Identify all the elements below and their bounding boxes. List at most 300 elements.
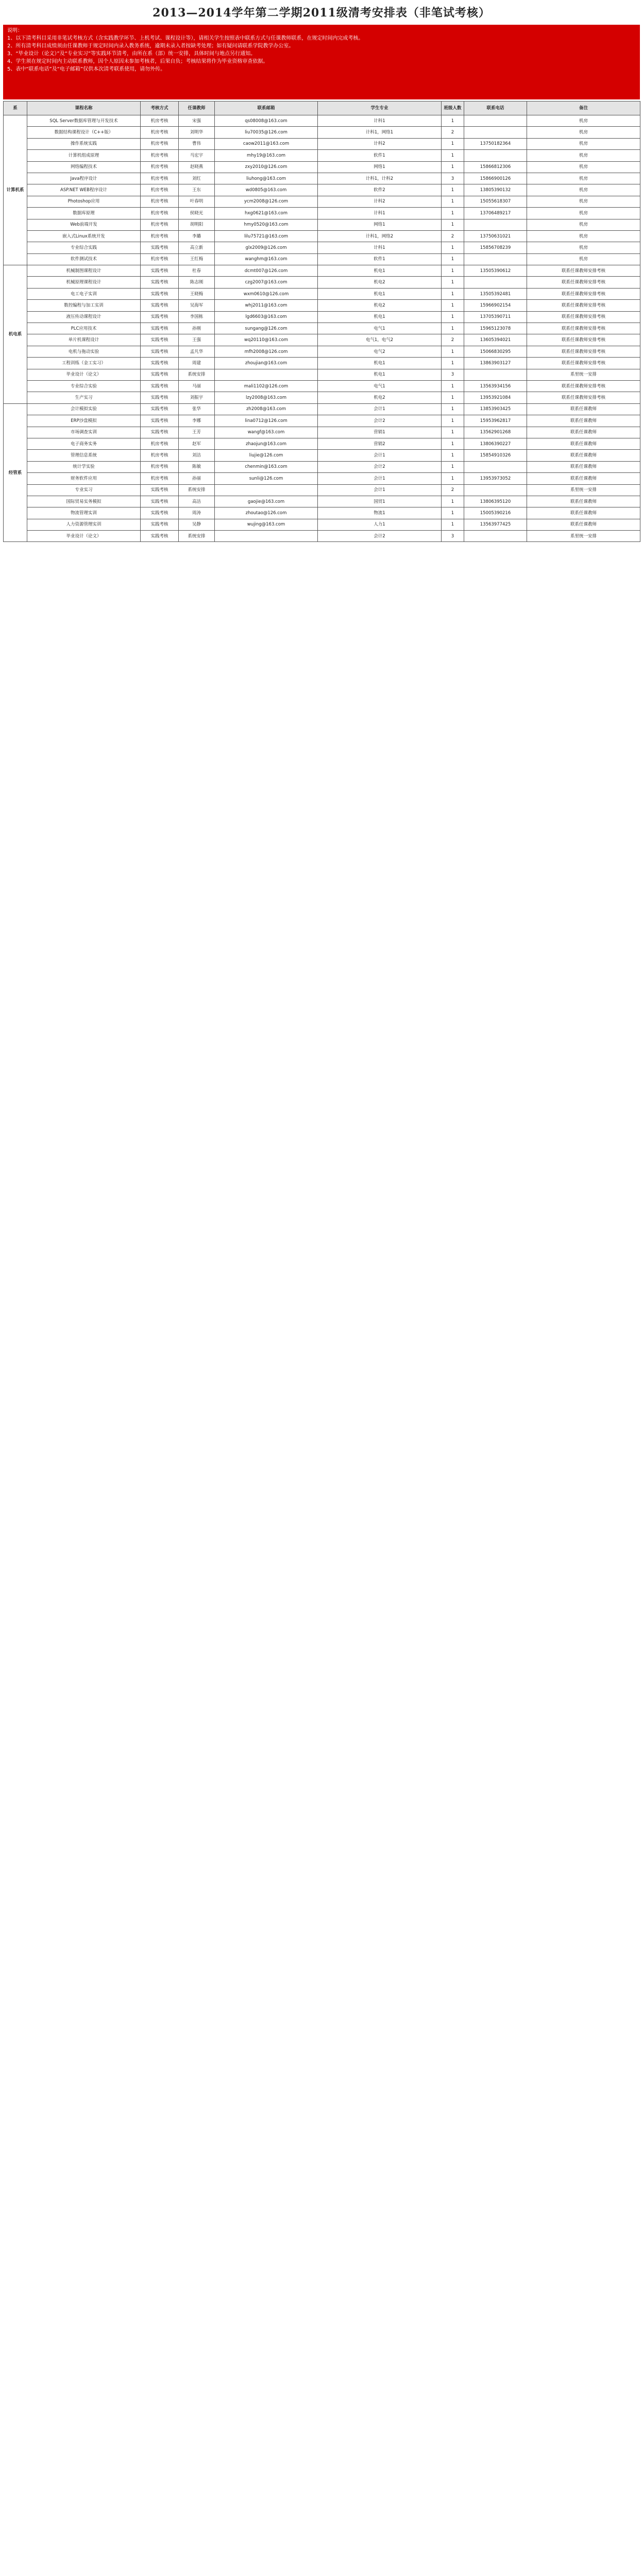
table-header-row bbox=[4, 101, 640, 115]
count-cell: 1 bbox=[442, 323, 464, 334]
phone-cell: 15953962817 bbox=[464, 415, 527, 427]
count-cell: 1 bbox=[442, 208, 464, 219]
table-row bbox=[4, 496, 640, 507]
method-cell: 实践考核 bbox=[141, 242, 179, 253]
method-cell: 机房考核 bbox=[141, 461, 179, 472]
major-cell: 会计2 bbox=[318, 415, 442, 427]
table-row bbox=[4, 150, 640, 161]
phone-cell: 13750182364 bbox=[464, 138, 527, 149]
method-cell: 实践考核 bbox=[141, 519, 179, 530]
dept-cell: 计算机系 bbox=[4, 115, 27, 265]
remark-cell: 联系任课教师 bbox=[527, 496, 640, 507]
course-cell: 毕业设计（论文） bbox=[27, 531, 141, 542]
email-cell: lgd6603@163.com bbox=[215, 311, 318, 323]
course-cell: 数控编程与加工实训 bbox=[27, 300, 141, 311]
major-cell: 计科1 bbox=[318, 208, 442, 219]
method-cell: 机房考核 bbox=[141, 115, 179, 127]
table-row bbox=[4, 265, 640, 277]
method-cell: 机房考核 bbox=[141, 438, 179, 449]
table-row bbox=[4, 450, 640, 461]
method-cell: 机房考核 bbox=[141, 184, 179, 196]
teacher-cell: 赵军 bbox=[179, 438, 215, 449]
remark-cell: 机房 bbox=[527, 208, 640, 219]
major-cell: 会计2 bbox=[318, 461, 442, 472]
phone-cell bbox=[464, 531, 527, 542]
notice-line: 2、所有清考科目成绩须由任课教师于规定时间内录入教务系统，逾期未录入者按缺考处理；如有疑问请联系学院教学办公室。 bbox=[7, 43, 294, 49]
phone-cell bbox=[464, 484, 527, 496]
remark-cell: 机房 bbox=[527, 253, 640, 265]
method-cell: 机房考核 bbox=[141, 219, 179, 230]
course-cell: 电工电子实训 bbox=[27, 288, 141, 299]
course-cell: 统计学实验 bbox=[27, 461, 141, 472]
major-cell: 计科2 bbox=[318, 138, 442, 149]
remark-cell: 联系任课教师 bbox=[527, 450, 640, 461]
teacher-cell: 赵晓燕 bbox=[179, 161, 215, 173]
table-row bbox=[4, 507, 640, 519]
major-cell: 营销2 bbox=[318, 438, 442, 449]
course-cell: 财务软件应用 bbox=[27, 473, 141, 484]
remark-cell: 联系任课教师安排考核 bbox=[527, 288, 640, 299]
course-cell: 软件测试技术 bbox=[27, 253, 141, 265]
count-cell: 1 bbox=[442, 392, 464, 403]
method-cell: 机房考核 bbox=[141, 208, 179, 219]
teacher-cell: 周建 bbox=[179, 358, 215, 369]
table-body bbox=[4, 115, 640, 542]
table-row bbox=[4, 253, 640, 265]
method-cell: 实践考核 bbox=[141, 369, 179, 380]
remark-cell: 机房 bbox=[527, 242, 640, 253]
phone-cell: 13605394021 bbox=[464, 334, 527, 346]
major-cell: 机电1 bbox=[318, 311, 442, 323]
phone-cell: 15966902154 bbox=[464, 300, 527, 311]
column-header: 系 bbox=[4, 101, 27, 115]
method-cell: 机房考核 bbox=[141, 450, 179, 461]
email-cell: lzy2008@163.com bbox=[215, 392, 318, 403]
count-cell: 1 bbox=[442, 242, 464, 253]
table-row bbox=[4, 300, 640, 311]
table-row bbox=[4, 196, 640, 207]
phone-cell: 13562901268 bbox=[464, 427, 527, 438]
phone-cell bbox=[464, 219, 527, 230]
notice-line: 1、以下清考科目采用非笔试考核方式（含实践教学环节、上机考试、课程设计等），请相关学生按照表中联系方式与任课教师联系，在规定时间内完成考核。 bbox=[7, 36, 364, 41]
teacher-cell: 刘振宇 bbox=[179, 392, 215, 403]
remark-cell: 联系任课教师安排考核 bbox=[527, 300, 640, 311]
email-cell: wangf@163.com bbox=[215, 427, 318, 438]
count-cell: 1 bbox=[442, 196, 464, 207]
table-row bbox=[4, 161, 640, 173]
column-header: 联系电话 bbox=[464, 101, 527, 115]
method-cell: 实践考核 bbox=[141, 346, 179, 357]
major-cell: 网络1 bbox=[318, 161, 442, 173]
remark-cell: 机房 bbox=[527, 150, 640, 161]
method-cell: 实践考核 bbox=[141, 311, 179, 323]
email-cell: zhoujian@163.com bbox=[215, 358, 318, 369]
count-cell: 1 bbox=[442, 277, 464, 288]
count-cell: 1 bbox=[442, 219, 464, 230]
course-cell: 操作系统实践 bbox=[27, 138, 141, 149]
table-row bbox=[4, 473, 640, 484]
count-cell: 1 bbox=[442, 380, 464, 392]
course-cell: 专业综合实践 bbox=[27, 242, 141, 253]
course-cell: 计算机组成原理 bbox=[27, 150, 141, 161]
course-cell: PLC应用技术 bbox=[27, 323, 141, 334]
table-row bbox=[4, 427, 640, 438]
table-row bbox=[4, 277, 640, 288]
count-cell: 2 bbox=[442, 127, 464, 138]
remark-cell: 机房 bbox=[527, 138, 640, 149]
method-cell: 实践考核 bbox=[141, 277, 179, 288]
email-cell: wanghm@163.com bbox=[215, 253, 318, 265]
dept-cell: 机电系 bbox=[4, 265, 27, 404]
method-cell: 实践考核 bbox=[141, 403, 179, 415]
major-cell: 会计1 bbox=[318, 403, 442, 415]
count-cell: 2 bbox=[442, 230, 464, 242]
email-cell: ycm2008@126.com bbox=[215, 196, 318, 207]
table-row bbox=[4, 531, 640, 542]
column-header: 任课教师 bbox=[179, 101, 215, 115]
count-cell: 3 bbox=[442, 369, 464, 380]
table-row bbox=[4, 219, 640, 230]
remark-cell: 联系任课教师 bbox=[527, 473, 640, 484]
teacher-cell: 张华 bbox=[179, 403, 215, 415]
remark-cell: 联系任课教师安排考核 bbox=[527, 311, 640, 323]
email-cell bbox=[215, 531, 318, 542]
table-row bbox=[4, 184, 640, 196]
notice-line: 说明： bbox=[7, 28, 23, 33]
notice-line: 4、学生须在规定时间内主动联系教师，因个人原因未参加考核者，后果自负；考核结果将作为毕业资格审查依据。 bbox=[7, 59, 268, 64]
count-cell: 2 bbox=[442, 334, 464, 346]
remark-cell: 机房 bbox=[527, 184, 640, 196]
remark-cell: 联系任课教师安排考核 bbox=[527, 334, 640, 346]
remark-cell: 联系任课教师 bbox=[527, 461, 640, 472]
email-cell: wxm0610@126.com bbox=[215, 288, 318, 299]
course-cell: 电机与拖动实验 bbox=[27, 346, 141, 357]
table-row bbox=[4, 242, 640, 253]
column-header: 班级人数 bbox=[442, 101, 464, 115]
major-cell: 会计1 bbox=[318, 484, 442, 496]
phone-cell: 13806395120 bbox=[464, 496, 527, 507]
teacher-cell: 王晓梅 bbox=[179, 288, 215, 299]
email-cell: sunli@126.com bbox=[215, 473, 318, 484]
remark-cell: 联系任课教师 bbox=[527, 415, 640, 427]
teacher-cell: 高立新 bbox=[179, 242, 215, 253]
course-cell: 机械制图课程设计 bbox=[27, 265, 141, 277]
count-cell: 1 bbox=[442, 161, 464, 173]
method-cell: 机房考核 bbox=[141, 196, 179, 207]
major-cell: 物流1 bbox=[318, 507, 442, 519]
course-cell: 机械原理课程设计 bbox=[27, 277, 141, 288]
table-row bbox=[4, 173, 640, 184]
remark-cell: 系里统一安排 bbox=[527, 531, 640, 542]
method-cell: 实践考核 bbox=[141, 427, 179, 438]
email-cell: gaojie@163.com bbox=[215, 496, 318, 507]
method-cell: 机房考核 bbox=[141, 161, 179, 173]
count-cell: 1 bbox=[442, 403, 464, 415]
phone-cell: 13863903127 bbox=[464, 358, 527, 369]
email-cell: zh2008@163.com bbox=[215, 403, 318, 415]
remark-cell: 机房 bbox=[527, 196, 640, 207]
course-cell: 电子商务实务 bbox=[27, 438, 141, 449]
major-cell: 会计1 bbox=[318, 473, 442, 484]
table-row bbox=[4, 346, 640, 357]
table-row bbox=[4, 208, 640, 219]
major-cell: 人力1 bbox=[318, 519, 442, 530]
table-row bbox=[4, 138, 640, 149]
phone-cell bbox=[464, 369, 527, 380]
notice-line: 5、表中“联系电话”及“电子邮箱”仅供本次清考联系使用，请勿外传。 bbox=[7, 66, 166, 72]
teacher-cell: 侯晓光 bbox=[179, 208, 215, 219]
remark-cell: 联系任课教师安排考核 bbox=[527, 323, 640, 334]
email-cell: zhaojun@163.com bbox=[215, 438, 318, 449]
count-cell: 1 bbox=[442, 507, 464, 519]
email-cell: czg2007@163.com bbox=[215, 277, 318, 288]
remark-cell: 机房 bbox=[527, 230, 640, 242]
teacher-cell: 王芳 bbox=[179, 427, 215, 438]
email-cell: caow2011@163.com bbox=[215, 138, 318, 149]
major-cell: 计科1，网络1 bbox=[318, 127, 442, 138]
email-cell: chenmin@163.com bbox=[215, 461, 318, 472]
phone-cell: 15856708239 bbox=[464, 242, 527, 253]
remark-cell: 联系任课教师 bbox=[527, 427, 640, 438]
email-cell: hmy0520@163.com bbox=[215, 219, 318, 230]
teacher-cell: 李国栋 bbox=[179, 311, 215, 323]
phone-cell: 13953921084 bbox=[464, 392, 527, 403]
email-cell: wq20110@163.com bbox=[215, 334, 318, 346]
remark-cell: 联系任课教师安排考核 bbox=[527, 358, 640, 369]
phone-cell: 13505392481 bbox=[464, 288, 527, 299]
method-cell: 实践考核 bbox=[141, 531, 179, 542]
method-cell: 实践考核 bbox=[141, 288, 179, 299]
dept-cell: 经管系 bbox=[4, 403, 27, 542]
major-cell: 软件1 bbox=[318, 253, 442, 265]
major-cell: 机电1 bbox=[318, 288, 442, 299]
teacher-cell: 马宏宇 bbox=[179, 150, 215, 161]
method-cell: 实践考核 bbox=[141, 392, 179, 403]
phone-cell: 15866900126 bbox=[464, 173, 527, 184]
remark-cell: 联系任课教师 bbox=[527, 519, 640, 530]
major-cell: 会计1 bbox=[318, 450, 442, 461]
method-cell: 实践考核 bbox=[141, 300, 179, 311]
table-row bbox=[4, 323, 640, 334]
remark-cell: 联系任课教师 bbox=[527, 403, 640, 415]
teacher-cell: 李璐 bbox=[179, 230, 215, 242]
major-cell: 计科1，网络2 bbox=[318, 230, 442, 242]
teacher-cell: 王红梅 bbox=[179, 253, 215, 265]
course-cell: ERP沙盘模拟 bbox=[27, 415, 141, 427]
count-cell: 3 bbox=[442, 173, 464, 184]
count-cell: 1 bbox=[442, 150, 464, 161]
remark-cell: 联系任课教师安排考核 bbox=[527, 380, 640, 392]
teacher-cell: 刘洁 bbox=[179, 450, 215, 461]
method-cell: 实践考核 bbox=[141, 265, 179, 277]
table-row bbox=[4, 230, 640, 242]
count-cell: 1 bbox=[442, 311, 464, 323]
major-cell: 机电1 bbox=[318, 265, 442, 277]
count-cell: 1 bbox=[442, 265, 464, 277]
phone-cell: 15055618307 bbox=[464, 196, 527, 207]
notice-box bbox=[3, 25, 640, 99]
table-row bbox=[4, 519, 640, 530]
course-cell: Web前端开发 bbox=[27, 219, 141, 230]
major-cell: 电气1，电气2 bbox=[318, 334, 442, 346]
page-title: 2013—2014学年第二学期2011级清考安排表（非笔试考核） bbox=[153, 6, 490, 20]
phone-cell: 13853903425 bbox=[464, 403, 527, 415]
course-cell: 嵌入式Linux系统开发 bbox=[27, 230, 141, 242]
count-cell: 2 bbox=[442, 484, 464, 496]
remark-cell: 系里统一安排 bbox=[527, 369, 640, 380]
table-row bbox=[4, 392, 640, 403]
course-cell: Photoshop应用 bbox=[27, 196, 141, 207]
teacher-cell: 胡明阳 bbox=[179, 219, 215, 230]
teacher-cell: 系统安排 bbox=[179, 484, 215, 496]
phone-cell: 15866812306 bbox=[464, 161, 527, 173]
table-row bbox=[4, 288, 640, 299]
teacher-cell: 宋强 bbox=[179, 115, 215, 127]
method-cell: 实践考核 bbox=[141, 507, 179, 519]
count-cell: 1 bbox=[442, 461, 464, 472]
remark-cell: 机房 bbox=[527, 173, 640, 184]
count-cell: 1 bbox=[442, 346, 464, 357]
phone-cell: 13563934156 bbox=[464, 380, 527, 392]
email-cell bbox=[215, 369, 318, 380]
remark-cell: 机房 bbox=[527, 219, 640, 230]
major-cell: 机电1 bbox=[318, 358, 442, 369]
teacher-cell: 吴海军 bbox=[179, 300, 215, 311]
table-row bbox=[4, 461, 640, 472]
remark-cell: 机房 bbox=[527, 115, 640, 127]
major-cell: 网络1 bbox=[318, 219, 442, 230]
method-cell: 机房考核 bbox=[141, 253, 179, 265]
count-cell: 1 bbox=[442, 519, 464, 530]
course-cell: 单片机课程设计 bbox=[27, 334, 141, 346]
teacher-cell: 高洁 bbox=[179, 496, 215, 507]
major-cell: 计科1 bbox=[318, 115, 442, 127]
teacher-cell: 孙刚 bbox=[179, 323, 215, 334]
table-row bbox=[4, 334, 640, 346]
course-cell: 工程训练（金工实习） bbox=[27, 358, 141, 369]
phone-cell: 15005390216 bbox=[464, 507, 527, 519]
count-cell: 1 bbox=[442, 496, 464, 507]
column-header: 备注 bbox=[527, 101, 640, 115]
major-cell: 软件2 bbox=[318, 184, 442, 196]
remark-cell: 联系任课教师安排考核 bbox=[527, 392, 640, 403]
course-cell: 管理信息系统 bbox=[27, 450, 141, 461]
teacher-cell: 陈敏 bbox=[179, 461, 215, 472]
email-cell: wd0805@163.com bbox=[215, 184, 318, 196]
email-cell: dcmt007@126.com bbox=[215, 265, 318, 277]
course-cell: ASP.NET WEB程序设计 bbox=[27, 184, 141, 196]
remark-cell: 系里统一安排 bbox=[527, 484, 640, 496]
method-cell: 实践考核 bbox=[141, 323, 179, 334]
count-cell: 1 bbox=[442, 438, 464, 449]
method-cell: 实践考核 bbox=[141, 496, 179, 507]
count-cell: 1 bbox=[442, 253, 464, 265]
phone-cell: 15965123078 bbox=[464, 323, 527, 334]
method-cell: 实践考核 bbox=[141, 334, 179, 346]
major-cell: 机电1 bbox=[318, 369, 442, 380]
course-cell: 市场调查实训 bbox=[27, 427, 141, 438]
course-cell: 专业综合实验 bbox=[27, 380, 141, 392]
phone-cell bbox=[464, 127, 527, 138]
major-cell: 电气2 bbox=[318, 346, 442, 357]
count-cell: 1 bbox=[442, 300, 464, 311]
table-row bbox=[4, 115, 640, 127]
phone-cell: 13706489217 bbox=[464, 208, 527, 219]
teacher-cell: 曹伟 bbox=[179, 138, 215, 149]
phone-cell: 13806390227 bbox=[464, 438, 527, 449]
email-cell: liuhong@163.com bbox=[215, 173, 318, 184]
schedule-table bbox=[3, 101, 640, 542]
phone-cell bbox=[464, 150, 527, 161]
major-cell: 软件1 bbox=[318, 150, 442, 161]
course-cell: 毕业设计（论文） bbox=[27, 369, 141, 380]
email-cell: hxg0621@163.com bbox=[215, 208, 318, 219]
method-cell: 实践考核 bbox=[141, 380, 179, 392]
major-cell: 机电2 bbox=[318, 277, 442, 288]
email-cell: mhy19@163.com bbox=[215, 150, 318, 161]
major-cell: 会计2 bbox=[318, 531, 442, 542]
email-cell: lina0712@126.com bbox=[215, 415, 318, 427]
method-cell: 机房考核 bbox=[141, 230, 179, 242]
email-cell: sungang@126.com bbox=[215, 323, 318, 334]
phone-cell bbox=[464, 277, 527, 288]
column-header: 学生专业 bbox=[318, 101, 442, 115]
email-cell: zxy2010@126.com bbox=[215, 161, 318, 173]
email-cell: wujing@163.com bbox=[215, 519, 318, 530]
major-cell: 计科2 bbox=[318, 196, 442, 207]
course-cell: 液压传动课程设计 bbox=[27, 311, 141, 323]
course-cell: 数据结构课程设计（C++版） bbox=[27, 127, 141, 138]
email-cell: liujie@126.com bbox=[215, 450, 318, 461]
method-cell: 实践考核 bbox=[141, 415, 179, 427]
email-cell: lilu75721@163.com bbox=[215, 230, 318, 242]
count-cell: 1 bbox=[442, 358, 464, 369]
major-cell: 电气1 bbox=[318, 380, 442, 392]
major-cell: 电气1 bbox=[318, 323, 442, 334]
remark-cell: 联系任课教师安排考核 bbox=[527, 346, 640, 357]
course-cell: 会计模拟实验 bbox=[27, 403, 141, 415]
column-header: 课程名称 bbox=[27, 101, 141, 115]
phone-cell: 15854910326 bbox=[464, 450, 527, 461]
count-cell: 3 bbox=[442, 531, 464, 542]
course-cell: SQL Server数据库管理与开发技术 bbox=[27, 115, 141, 127]
major-cell: 计科1 bbox=[318, 242, 442, 253]
major-cell: 国贸1 bbox=[318, 496, 442, 507]
teacher-cell: 李娜 bbox=[179, 415, 215, 427]
teacher-cell: 王东 bbox=[179, 184, 215, 196]
teacher-cell: 系统安排 bbox=[179, 369, 215, 380]
remark-cell: 联系任课教师安排考核 bbox=[527, 277, 640, 288]
remark-cell: 联系任课教师 bbox=[527, 507, 640, 519]
major-cell: 营销1 bbox=[318, 427, 442, 438]
phone-cell: 13563977425 bbox=[464, 519, 527, 530]
email-cell: whj2011@163.com bbox=[215, 300, 318, 311]
teacher-cell: 王强 bbox=[179, 334, 215, 346]
count-cell: 1 bbox=[442, 427, 464, 438]
count-cell: 1 bbox=[442, 288, 464, 299]
teacher-cell: 叶春明 bbox=[179, 196, 215, 207]
table-row bbox=[4, 438, 640, 449]
method-cell: 机房考核 bbox=[141, 127, 179, 138]
email-cell: zhoutao@126.com bbox=[215, 507, 318, 519]
method-cell: 实践考核 bbox=[141, 358, 179, 369]
email-cell: liu70035@126.com bbox=[215, 127, 318, 138]
email-cell: mfh2008@126.com bbox=[215, 346, 318, 357]
count-cell: 1 bbox=[442, 138, 464, 149]
table-row bbox=[4, 311, 640, 323]
major-cell: 机电2 bbox=[318, 300, 442, 311]
teacher-cell: 孟凡华 bbox=[179, 346, 215, 357]
